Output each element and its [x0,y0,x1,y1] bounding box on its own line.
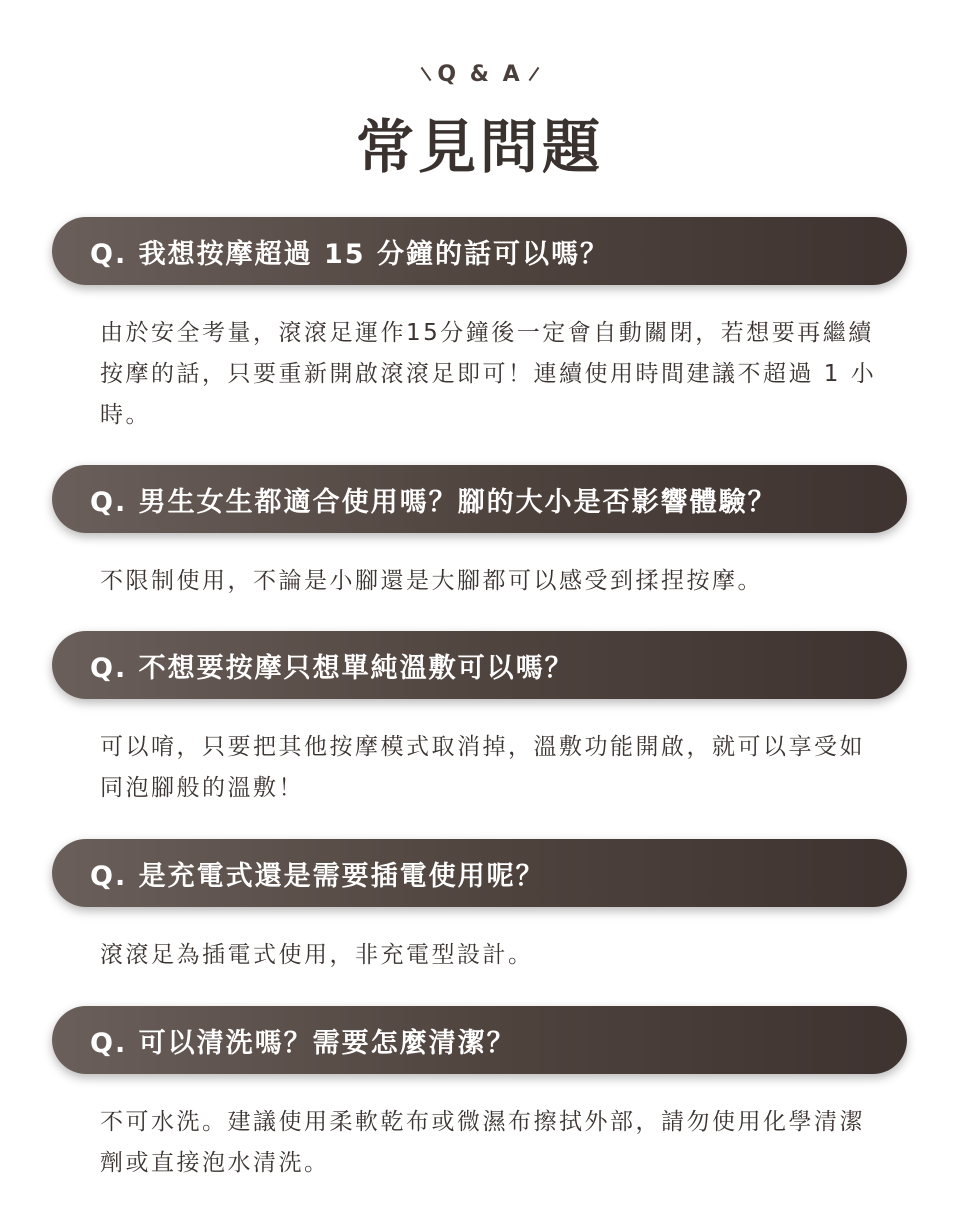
page-title: 常見問題 [355,113,604,181]
faq-question-text: Q. 不想要按摩只想單純溫敷可以嗎？ [90,652,574,684]
faq-answer-text: 由於安全考量，滾滾足運作15分鐘後一定會自動關閉，若想要再繼續按摩的話，只要重新開啟滾滾足即可！連續使用時間建議不超過 1 小時。 [100,320,877,428]
faq-answer-text: 不限制使用，不論是小腳還是大腳都可以感受到揉捏按摩。 [100,568,763,594]
qa-eyebrow [0,62,960,87]
eyebrow-text: Q & A [437,62,523,87]
faq-question-bar[interactable] [52,839,907,907]
faq-answer-text: 滾滾足為插電式使用，非充電型設計。 [100,942,534,968]
faq-item-4 [52,839,907,976]
faq-answer-text: 不可水洗。建議使用柔軟乾布或微濕布擦拭外部，請勿使用化學清潔劑或直接泡水清洗。 [100,1109,865,1176]
faq-question-text: Q. 是充電式還是需要插電使用呢？ [90,860,545,892]
faq-question-text: Q. 可以清洗嗎？需要怎麼清潔？ [90,1027,516,1059]
faq-question-bar[interactable] [52,217,907,285]
slash-left-decoration [421,67,432,81]
faq-item-1 [52,217,907,436]
faq-item-2 [52,465,907,602]
slash-right-decoration [528,67,539,81]
faq-question-bar[interactable] [52,631,907,699]
faq-item-3 [52,631,907,809]
faq-question-bar[interactable] [52,1006,907,1074]
faq-question-bar[interactable] [52,465,907,533]
faq-question-text: Q. 男生女生都適合使用嗎？腳的大小是否影響體驗？ [90,486,777,518]
faq-item-5 [52,1006,907,1184]
faq-answer-text: 可以唷，只要把其他按摩模式取消掉，溫敷功能開啟，就可以享受如同泡腳般的溫敷！ [100,734,865,801]
faq-question-text: Q. 我想按摩超過 15 分鐘的話可以嗎？ [90,238,609,270]
